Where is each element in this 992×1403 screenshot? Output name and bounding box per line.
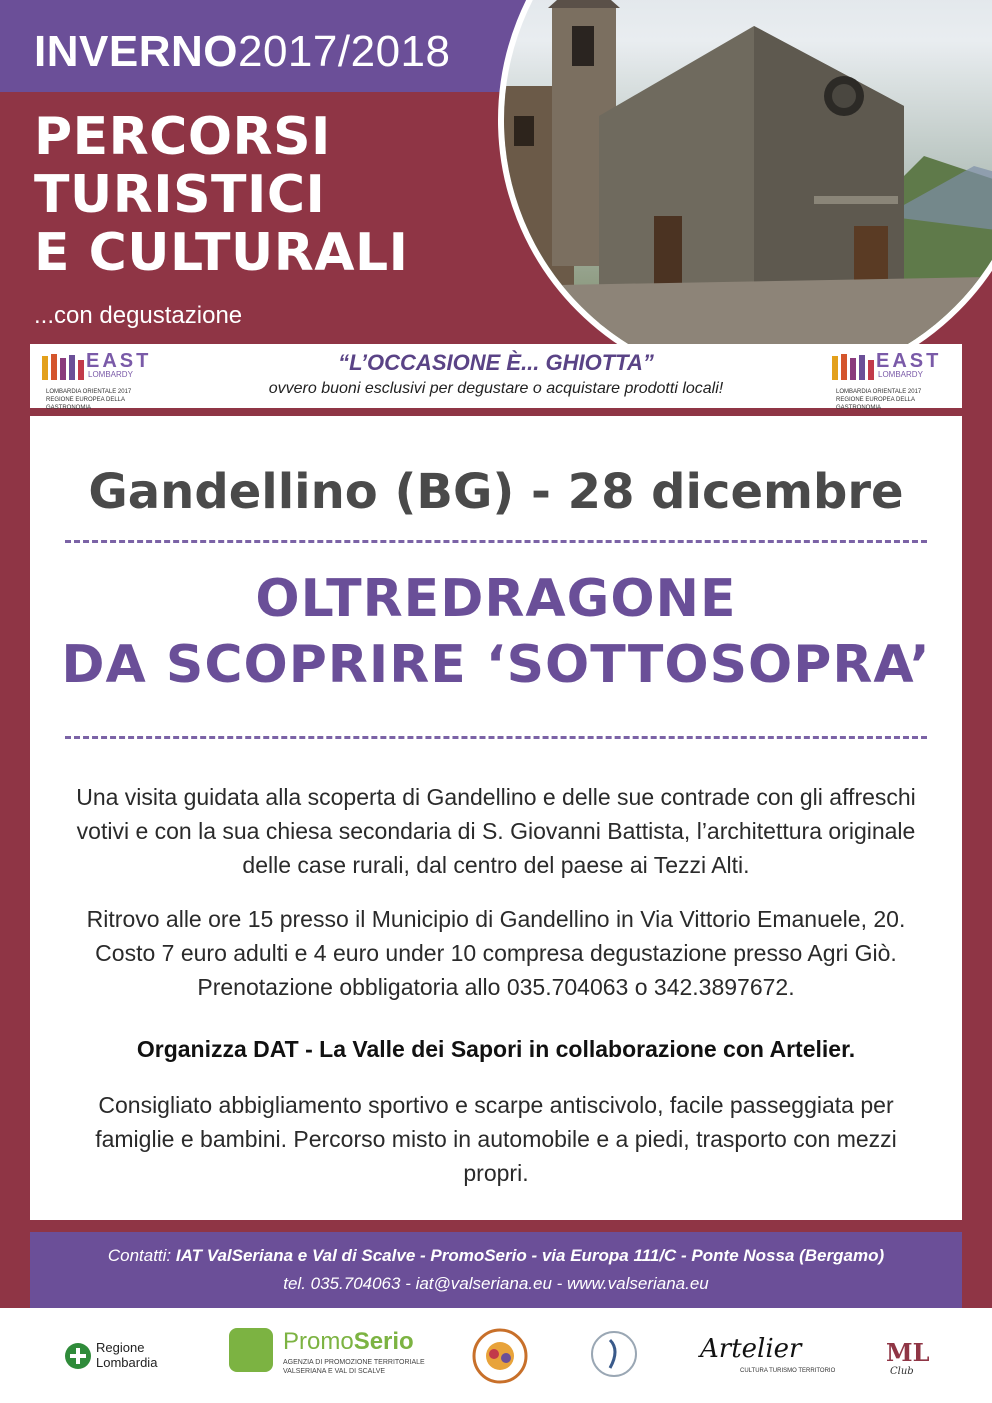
- east-logo-sub: LOMBARDY: [88, 370, 133, 379]
- sponsor-logos: [0, 1308, 992, 1403]
- slogan-bar: [30, 344, 962, 411]
- event-description: Una visita guidata alla scoperta di Gandellino e delle sue contrade con gli affreschi votivi e con la sua chiesa secondaria di S. Giovanni Battista, l’architettura originale delle case rurali, dal centro del paese ai Tezzi Alti.: [76, 784, 916, 878]
- promoserio-sub-1: AGENZIA DI PROMOZIONE TERRITORIALE: [283, 1359, 425, 1366]
- event-meeting-info: Ritrovo alle ore 15 presso il Municipio di Gandellino in Via Vittorio Emanuele, 20. Costo 7 euro adulti e 4 euro under 10 compresa degustazione presso Agri Giò. Prenotazione obbligatoria allo 035.704063 o 342.3897672.: [86, 906, 906, 1000]
- east-lombardy-logo-right: [826, 348, 956, 411]
- season-years: 2017/2018: [237, 27, 451, 76]
- east-logo-caption-2: REGIONE EUROPEA DELLA GASTRONOMIA: [836, 397, 915, 411]
- ml-club-logo: [880, 1328, 930, 1384]
- event-title-line-1: OLTREDRAGONE: [255, 569, 737, 629]
- promoserio-icon: [229, 1328, 273, 1372]
- promoserio-word-b: Serio: [353, 1328, 414, 1355]
- event-title-line-2: DA SCOPRIRE ‘SOTTOSOPRA’: [61, 635, 931, 695]
- season-bold: INVERNO: [34, 27, 238, 76]
- event-content: [30, 416, 962, 1220]
- promoserio-logo: [225, 1328, 425, 1384]
- ml-club-word: Club: [890, 1366, 914, 1377]
- regione-lombardia-logo: [60, 1328, 180, 1384]
- season-label: [34, 27, 451, 76]
- slogan-headline: “L’OCCASIONE È... GHIOTTA”: [338, 350, 654, 375]
- regione-label-1: Regione: [96, 1340, 145, 1355]
- contact-prefix: Contatti:: [107, 1246, 176, 1265]
- comune-seal-icon: [586, 1328, 642, 1384]
- east-logo-caption: [836, 388, 956, 412]
- comune-logo: [586, 1328, 646, 1384]
- promoserio-sub-2: VALSERIANA E VAL DI SCALVE: [283, 1368, 386, 1375]
- ml-letters: ML: [886, 1338, 930, 1367]
- regione-lombardia-icon: [64, 1342, 92, 1370]
- event-place-date: Gandellino (BG) - 28 dicembre: [88, 464, 904, 520]
- east-logo-word: EAST: [86, 350, 152, 372]
- distretto-commercio-logo: [472, 1328, 532, 1384]
- contact-bar: [30, 1232, 962, 1308]
- east-logo-caption-1: LOMBARDIA ORIENTALE 2017: [836, 389, 922, 395]
- east-logo-sub: LOMBARDY: [878, 370, 923, 379]
- east-logo-word: EAST: [876, 350, 942, 372]
- promoserio-word-a: Promo: [283, 1328, 354, 1355]
- regione-label-2: Lombardia: [96, 1355, 158, 1370]
- event-advice: Consigliato abbigliamento sportivo e scarpe antiscivolo, facile passeggiata per famiglie e bambini. Percorso misto in automobile e a piedi, trasporto con mezzi propri.: [95, 1092, 897, 1186]
- page-title: [34, 108, 409, 282]
- artelier-word: Artelier: [700, 1334, 802, 1364]
- contact-main: IAT ValSeriana e Val di Scalve - PromoSerio - via Europa 111/C - Ponte Nossa (Bergamo): [175, 1246, 885, 1265]
- contact-line-2: tel. 035.704063 - iat@valseriana.eu - www.valseriana.eu: [283, 1274, 709, 1293]
- event-organizer: Organizza DAT - La Valle dei Sapori in collaborazione con Artelier.: [136, 1036, 856, 1062]
- artelier-sub: CULTURA TURISMO TERRITORIO: [740, 1368, 836, 1374]
- east-logo-caption-1: LOMBARDIA ORIENTALE 2017: [46, 389, 132, 395]
- divider-top: [65, 540, 927, 543]
- distretto-seal-icon: [472, 1328, 528, 1384]
- contact-line-1: [30, 1246, 962, 1266]
- artelier-logo: [700, 1328, 836, 1384]
- east-logo-caption-2: REGIONE EUROPEA DELLA GASTRONOMIA: [46, 397, 125, 411]
- divider-bottom: [65, 736, 927, 739]
- title-line-3: E CULTURALI: [34, 223, 409, 283]
- title-line-2: TURISTICI: [34, 165, 326, 225]
- event-title: [30, 566, 962, 698]
- east-logo-icon: [830, 352, 876, 382]
- subtitle: ...con degustazione: [34, 302, 243, 329]
- slogan-subline: ovvero buoni esclusivi per degustare o acquistare prodotti locali!: [268, 380, 724, 397]
- church-photo: [498, 0, 992, 390]
- title-line-1: PERCORSI: [34, 107, 331, 167]
